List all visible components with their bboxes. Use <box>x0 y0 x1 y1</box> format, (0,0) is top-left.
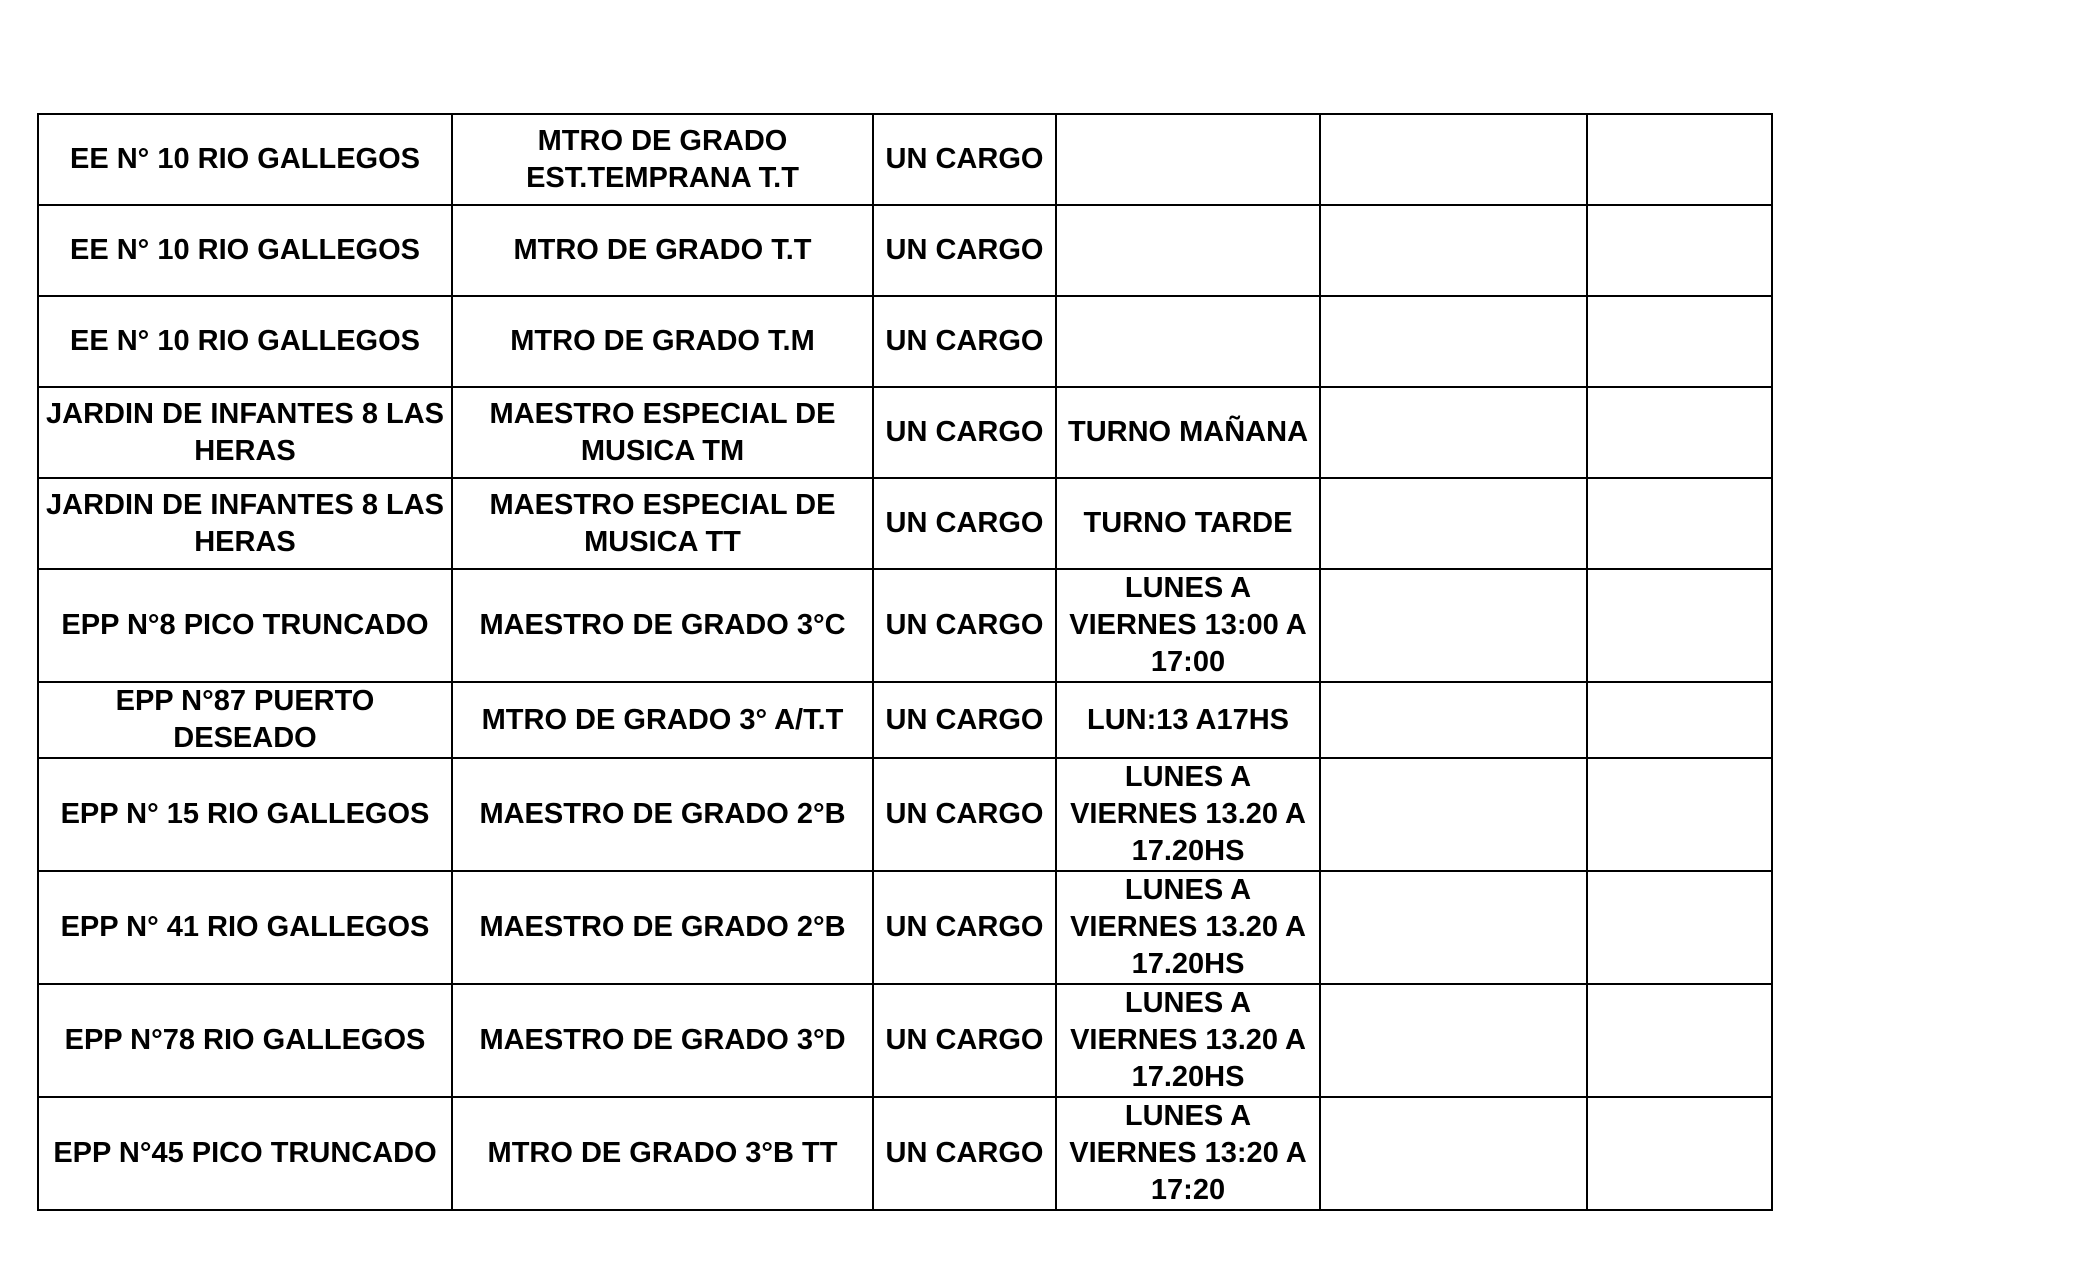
schedule-cell-text: LUNES A VIERNES 13.20 A 17.20HS <box>1070 874 1306 980</box>
school-cell <box>38 758 452 871</box>
school-cell-text: EPP N° 41 RIO GALLEGOS <box>60 911 430 943</box>
empty-cell <box>1587 478 1772 569</box>
table-row <box>38 758 1772 871</box>
quantity-cell-text: UN CARGO <box>885 1137 1044 1169</box>
position-cell-text: MAESTRO DE GRADO 2°B <box>479 911 846 943</box>
position-cell <box>452 871 873 984</box>
quantity-cell <box>873 871 1056 984</box>
empty-cell <box>1320 1097 1587 1210</box>
quantity-cell-text: UN CARGO <box>885 609 1044 641</box>
table-row <box>38 296 1772 387</box>
position-cell <box>452 114 873 205</box>
quantity-cell <box>873 205 1056 296</box>
quantity-cell-text: UN CARGO <box>885 703 1044 736</box>
empty-cell <box>1320 205 1587 296</box>
position-cell <box>452 758 873 871</box>
quantity-cell-text: UN CARGO <box>885 325 1044 357</box>
school-cell <box>38 296 452 387</box>
empty-cell <box>1320 758 1587 871</box>
school-cell-text: EPP N°45 PICO TRUNCADO <box>53 1137 437 1169</box>
empty-cell <box>1320 114 1587 205</box>
schedule-cell-text: LUNES A VIERNES 13.20 A 17.20HS <box>1070 987 1306 1093</box>
position-cell-text: MTRO DE GRADO T.T <box>513 234 812 266</box>
position-cell <box>452 984 873 1097</box>
empty-cell <box>1587 984 1772 1097</box>
position-cell <box>452 205 873 296</box>
empty-cell <box>1587 387 1772 478</box>
schedule-cell <box>1056 387 1320 478</box>
schedule-cell-text: LUNES A VIERNES 13:00 A 17:00 <box>1069 572 1307 678</box>
position-cell <box>452 478 873 569</box>
school-cell-text: EE N° 10 RIO GALLEGOS <box>70 143 420 175</box>
schedule-cell-text: LUNES A VIERNES 13:20 A 17:20 <box>1069 1100 1307 1206</box>
position-cell <box>452 387 873 478</box>
table-row <box>38 569 1772 682</box>
position-cell <box>452 296 873 387</box>
school-cell <box>38 478 452 569</box>
school-cell <box>38 205 452 296</box>
quantity-cell-text: UN CARGO <box>885 911 1044 943</box>
quantity-cell-text: UN CARGO <box>885 798 1044 830</box>
schedule-cell <box>1056 205 1320 296</box>
empty-cell <box>1587 205 1772 296</box>
position-cell-text: MTRO DE GRADO EST.TEMPRANA T.T <box>526 124 799 194</box>
empty-cell <box>1587 682 1772 758</box>
schedule-cell <box>1056 758 1320 871</box>
position-cell-text: MAESTRO DE GRADO 2°B <box>479 798 846 830</box>
school-cell-text: EPP N° 15 RIO GALLEGOS <box>60 798 430 830</box>
quantity-cell <box>873 682 1056 758</box>
position-cell-text: MTRO DE GRADO 3°B TT <box>487 1137 838 1169</box>
schedule-cell-text: LUNES A VIERNES 13.20 A 17.20HS <box>1070 761 1306 867</box>
vacancies-table-body <box>38 114 1772 1210</box>
quantity-cell <box>873 1097 1056 1210</box>
quantity-cell <box>873 758 1056 871</box>
empty-cell <box>1320 871 1587 984</box>
schedule-cell <box>1056 114 1320 205</box>
quantity-cell-text: UN CARGO <box>885 143 1044 175</box>
empty-cell <box>1587 296 1772 387</box>
quantity-cell <box>873 387 1056 478</box>
school-cell-text: JARDIN DE INFANTES 8 LAS HERAS <box>46 488 444 558</box>
quantity-cell-text: UN CARGO <box>885 234 1044 266</box>
schedule-cell <box>1056 478 1320 569</box>
table-row <box>38 478 1772 569</box>
table-row <box>38 871 1772 984</box>
position-cell-text: MTRO DE GRADO T.M <box>510 325 815 357</box>
schedule-cell <box>1056 1097 1320 1210</box>
position-cell <box>452 682 873 758</box>
school-cell <box>38 984 452 1097</box>
quantity-cell-text: UN CARGO <box>885 1024 1044 1056</box>
school-cell-text: EE N° 10 RIO GALLEGOS <box>70 325 420 357</box>
empty-cell <box>1320 296 1587 387</box>
position-cell-text: MAESTRO DE GRADO 3°D <box>479 1024 846 1056</box>
position-cell-text: MAESTRO DE GRADO 3°C <box>479 609 846 641</box>
table-row <box>38 1097 1772 1210</box>
table-row <box>38 682 1772 758</box>
quantity-cell <box>873 984 1056 1097</box>
quantity-cell-text: UN CARGO <box>885 416 1044 448</box>
empty-cell <box>1320 387 1587 478</box>
school-cell <box>38 387 452 478</box>
school-cell <box>38 114 452 205</box>
quantity-cell <box>873 296 1056 387</box>
position-cell <box>452 569 873 682</box>
position-cell-text: MAESTRO ESPECIAL DE MUSICA TM <box>489 397 836 467</box>
position-cell <box>452 1097 873 1210</box>
empty-cell <box>1587 871 1772 984</box>
table-row <box>38 387 1772 478</box>
school-cell <box>38 1097 452 1210</box>
vacancies-table <box>37 113 1773 1211</box>
school-cell-text: EPP N°87 PUERTO DESEADO <box>115 685 375 754</box>
schedule-cell-text: TURNO MAÑANA <box>1067 416 1309 448</box>
schedule-cell <box>1056 984 1320 1097</box>
schedule-cell <box>1056 569 1320 682</box>
school-cell <box>38 682 452 758</box>
table-row <box>38 114 1772 205</box>
empty-cell <box>1320 682 1587 758</box>
table-row <box>38 984 1772 1097</box>
school-cell-text: JARDIN DE INFANTES 8 LAS HERAS <box>46 397 444 467</box>
schedule-cell <box>1056 871 1320 984</box>
quantity-cell-text: UN CARGO <box>885 507 1044 539</box>
position-cell-text: MAESTRO ESPECIAL DE MUSICA TT <box>489 488 836 558</box>
school-cell <box>38 871 452 984</box>
empty-cell <box>1320 984 1587 1097</box>
quantity-cell <box>873 478 1056 569</box>
school-cell <box>38 569 452 682</box>
empty-cell <box>1320 478 1587 569</box>
empty-cell <box>1587 758 1772 871</box>
empty-cell <box>1587 114 1772 205</box>
schedule-cell-text: TURNO TARDE <box>1083 507 1293 539</box>
schedule-cell <box>1056 296 1320 387</box>
school-cell-text: EPP N°78 RIO GALLEGOS <box>64 1024 426 1056</box>
schedule-cell-text: LUN:13 A17HS <box>1087 703 1289 736</box>
school-cell-text: EPP N°8 PICO TRUNCADO <box>61 609 429 641</box>
position-cell-text: MTRO DE GRADO 3° A/T.T <box>481 703 844 736</box>
quantity-cell <box>873 569 1056 682</box>
school-cell-text: EE N° 10 RIO GALLEGOS <box>70 234 420 266</box>
empty-cell <box>1320 569 1587 682</box>
quantity-cell <box>873 114 1056 205</box>
empty-cell <box>1587 569 1772 682</box>
schedule-cell <box>1056 682 1320 758</box>
table-row <box>38 205 1772 296</box>
empty-cell <box>1587 1097 1772 1210</box>
